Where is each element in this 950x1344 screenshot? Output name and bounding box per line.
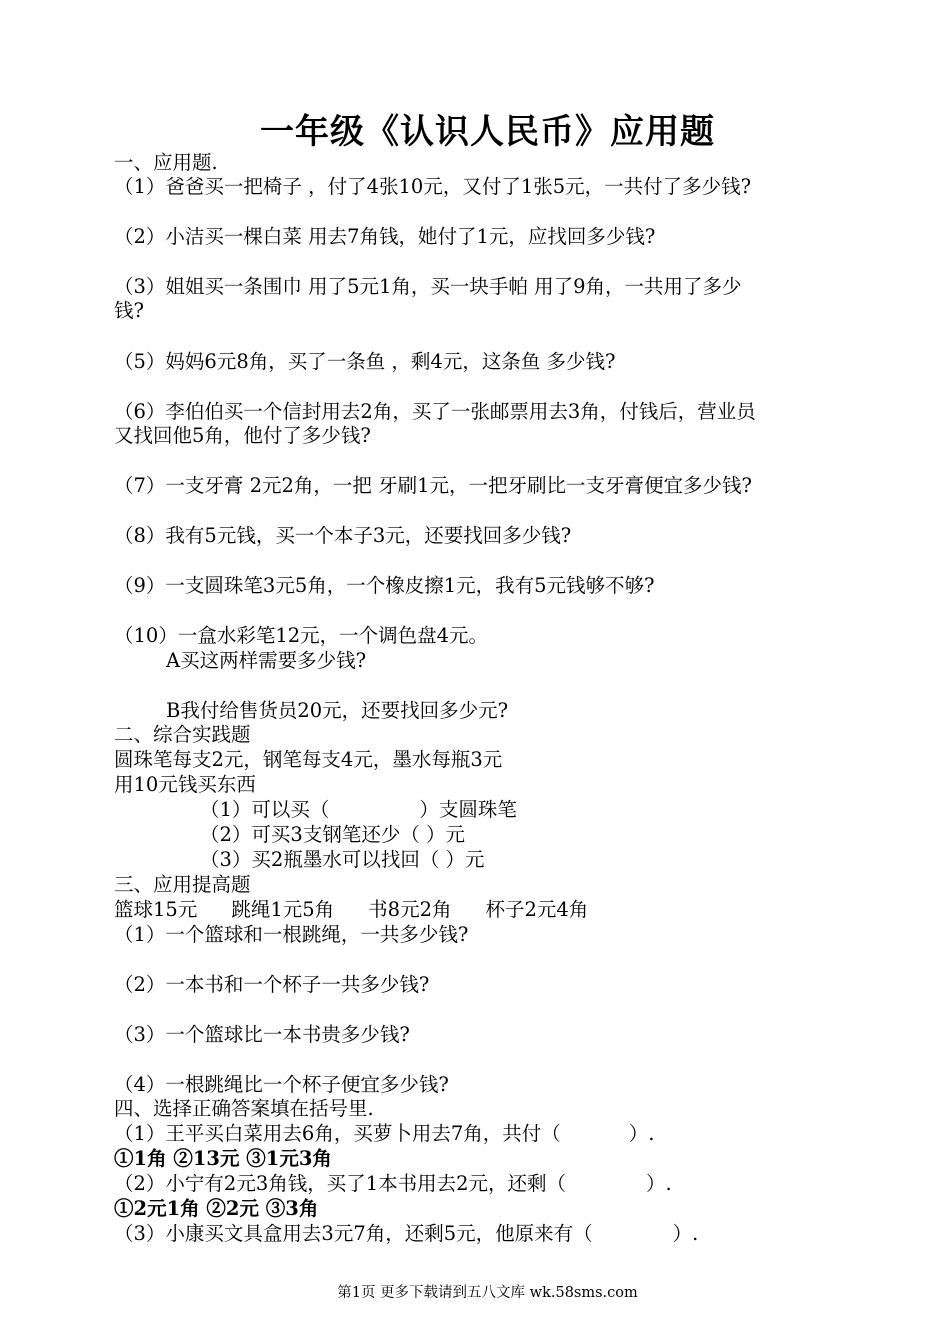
section2-item-1-start: （1）可以买（ (200, 798, 330, 821)
section4-question-3-start: （3）小康买文具盒用去3元7角，还剩5元，他原来有（ (114, 1222, 593, 1245)
section3-price-list (114, 897, 588, 923)
question-10: （10）一盒水彩笔12元，一个调色盘4元。 (114, 624, 489, 647)
section2-item-1 (200, 797, 517, 823)
question-10a: A买这两样需要多少钱? (166, 649, 367, 672)
section4-question-1 (114, 1121, 654, 1147)
question-9: （9）一支圆珠笔3元5角，一个橡皮擦1元，我有5元钱够不够? (114, 574, 655, 597)
section2-item-2: （2）可买3支钢笔还少（ ）元 (200, 823, 466, 846)
price-jump-rope: 跳绳1元5角 (231, 898, 335, 921)
section4-question-2-end: ）. (646, 1172, 672, 1195)
section2-budget: 用10元钱买东西 (114, 773, 256, 796)
section2-heading: 二、综合实践题 (114, 723, 251, 746)
section3-question-2: （2）一本书和一个杯子一共多少钱? (114, 973, 430, 996)
section2-item-3: （3）买2瓶墨水可以找回（ ）元 (200, 848, 485, 871)
page-title: 一年级《认识人民币》应用题 (260, 112, 715, 152)
question-8: （8）我有5元钱，买一个本子3元，还要找回多少钱? (114, 524, 572, 547)
question-3-line2: 钱? (114, 299, 144, 322)
section3-question-4: （4）一根跳绳比一个杯子便宜多少钱? (114, 1073, 449, 1096)
section2-prices: 圆珠笔每支2元，钢笔每支4元，墨水每瓶3元 (114, 748, 503, 771)
page-footer: 第1页 更多下载请到五八文库 wk.58sms.com (337, 1285, 638, 1301)
section4-question-1-start: （1）王平买白菜用去6角，买萝卜用去7角，共付（ (114, 1122, 561, 1145)
section4-question-3 (114, 1221, 698, 1247)
question-5: （5）妈妈6元8角，买了一条鱼 ，剩4元，这条鱼 多少钱? (114, 350, 616, 373)
section4-question-3-end: ）. (672, 1222, 699, 1245)
section4-question-2-start: （2）小宁有2元3角钱，买了1本书用去2元，还剩（ (114, 1172, 567, 1195)
question-3-line1: （3）姐姐买一条围巾 用了5元1角，买一块手帕 用了9角，一共用了多少 (114, 275, 742, 298)
section3-question-3: （3）一个篮球比一本书贵多少钱? (114, 1023, 410, 1046)
question-10b: B我付给售货员20元，还要找回多少元? (166, 699, 509, 722)
section4-options-1: ①1角 ②13元 ③1元3角 (114, 1147, 332, 1170)
question-7: （7）一支牙膏 2元2角，一把 牙刷1元，一把牙刷比一支牙膏便宜多少钱? (114, 474, 752, 497)
section3-heading: 三、应用提高题 (114, 873, 251, 896)
section4-heading: 四、选择正确答案填在括号里. (114, 1097, 374, 1120)
question-1: （1）爸爸买一把椅子 ，付了4张10元，又付了1张5元，一共付了多少钱? (114, 175, 752, 198)
question-2: （2）小洁买一棵白菜 用去7角钱，她付了1元，应找回多少钱? (114, 225, 656, 248)
price-cup: 杯子2元4角 (485, 898, 589, 921)
section3-question-1: （1）一个篮球和一根跳绳，一共多少钱? (114, 923, 469, 946)
section2-item-1-end: ）支圆珠笔 (419, 798, 517, 821)
section4-options-2: ①2元1角 ②2元 ③3角 (114, 1197, 319, 1220)
section4-question-2 (114, 1171, 672, 1197)
question-6-line2: 又找回他5角，他付了多少钱? (114, 424, 371, 447)
price-book: 书8元2角 (368, 898, 452, 921)
section1-heading: 一、应用题. (114, 151, 218, 174)
question-6-line1: （6）李伯伯买一个信封用去2角，买了一张邮票用去3角，付钱后，营业员 (114, 400, 756, 423)
price-basketball: 篮球15元 (114, 898, 198, 921)
section4-question-1-end: ）. (628, 1122, 655, 1145)
